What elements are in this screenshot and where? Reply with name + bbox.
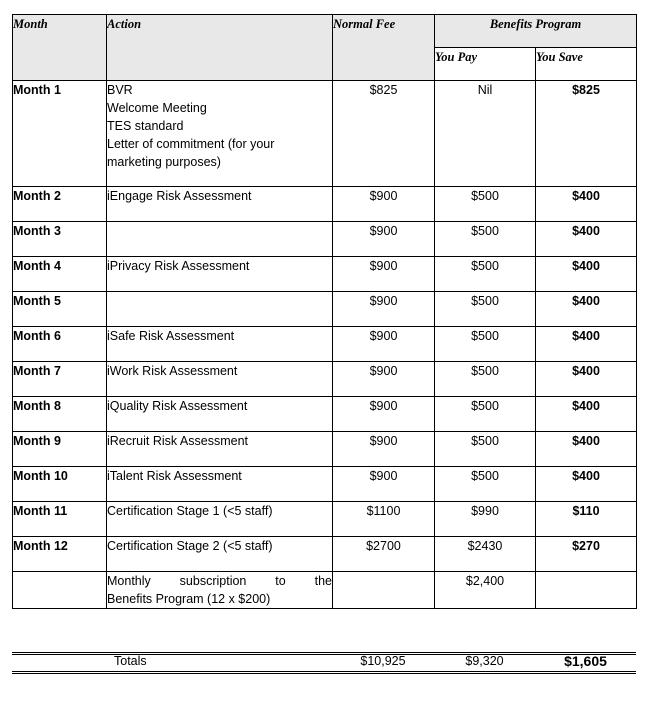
action-cell xyxy=(107,187,333,222)
month-cell: Month 9 xyxy=(13,432,107,467)
month-cell: Month 4 xyxy=(13,257,107,292)
action-line: iEngage Risk Assessment xyxy=(107,189,252,203)
header-month: Month xyxy=(13,15,107,81)
totals-label: Totals xyxy=(114,654,147,668)
action-line: Welcome Meeting xyxy=(107,101,207,115)
action-cell xyxy=(107,327,333,362)
action-cell xyxy=(107,222,333,257)
action-cell xyxy=(107,467,333,502)
normal-fee-cell: $825 xyxy=(333,81,435,187)
table-row xyxy=(13,327,637,362)
action-line: Letter of commitment (for your marketing purposes) xyxy=(107,137,275,169)
table-row xyxy=(13,292,637,327)
action-cell xyxy=(107,397,333,432)
you-save-cell: $825 xyxy=(536,81,637,187)
normal-fee-cell: $2700 xyxy=(333,537,435,572)
you-save-cell: $110 xyxy=(536,502,637,537)
action-line: Benefits Program (12 x $200) xyxy=(107,592,271,606)
you-pay-cell: Nil xyxy=(435,81,536,187)
fee-schedule-table xyxy=(12,14,637,609)
action-word: subscription xyxy=(179,574,247,588)
action-line: Certification Stage 2 (<5 staff) xyxy=(107,539,273,553)
action-word: the xyxy=(314,574,332,588)
you-pay-cell: $500 xyxy=(435,362,536,397)
you-save-cell: $400 xyxy=(536,467,637,502)
table-row xyxy=(13,222,637,257)
you-save-cell: $400 xyxy=(536,222,637,257)
action-cell xyxy=(107,81,333,187)
totals-bottom-rule-inner xyxy=(12,673,636,674)
table-row xyxy=(13,432,637,467)
you-save-cell: $400 xyxy=(536,292,637,327)
action-cell xyxy=(107,502,333,537)
table-row xyxy=(13,537,637,572)
you-pay-cell: $500 xyxy=(435,222,536,257)
you-save-cell: $400 xyxy=(536,187,637,222)
you-pay-cell: $500 xyxy=(435,397,536,432)
table-row xyxy=(13,467,637,502)
month-cell: Month 12 xyxy=(13,537,107,572)
action-line: iSafe Risk Assessment xyxy=(107,329,235,343)
month-cell: Month 10 xyxy=(13,467,107,502)
action-word: Monthly xyxy=(107,574,151,588)
table-row xyxy=(13,257,637,292)
header-action: Action xyxy=(107,15,333,81)
totals-row xyxy=(12,652,636,674)
you-pay-cell: $500 xyxy=(435,432,536,467)
normal-fee-cell: $900 xyxy=(333,327,435,362)
you-save-cell xyxy=(536,572,637,609)
subscription-row xyxy=(13,572,637,609)
month-cell: Month 1 xyxy=(13,81,107,187)
normal-fee-cell: $900 xyxy=(333,257,435,292)
you-save-cell: $400 xyxy=(536,327,637,362)
action-line: iTalent Risk Assessment xyxy=(107,469,242,483)
normal-fee-cell: $900 xyxy=(333,187,435,222)
table-row xyxy=(13,81,637,187)
you-save-cell: $270 xyxy=(536,537,637,572)
you-pay-cell: $500 xyxy=(435,467,536,502)
action-line xyxy=(107,572,332,590)
normal-fee-cell: $900 xyxy=(333,362,435,397)
you-pay-cell: $500 xyxy=(435,257,536,292)
you-save-cell: $400 xyxy=(536,362,637,397)
you-pay-cell: $2,400 xyxy=(435,572,536,609)
month-cell: Month 3 xyxy=(13,222,107,257)
you-pay-cell: $2430 xyxy=(435,537,536,572)
action-line: Certification Stage 1 (<5 staff) xyxy=(107,504,273,518)
you-save-cell: $400 xyxy=(536,257,637,292)
action-cell xyxy=(107,537,333,572)
month-cell: Month 6 xyxy=(13,327,107,362)
action-cell xyxy=(107,572,333,609)
action-line: iRecruit Risk Assessment xyxy=(107,434,249,448)
header-normal-fee: Normal Fee xyxy=(333,15,435,81)
action-cell xyxy=(107,257,333,292)
action-line: iQuality Risk Assessment xyxy=(107,399,248,413)
totals-you-pay: $9,320 xyxy=(465,654,504,668)
table-row xyxy=(13,187,637,222)
you-pay-cell: $990 xyxy=(435,502,536,537)
table-row xyxy=(13,362,637,397)
normal-fee-cell: $900 xyxy=(333,467,435,502)
month-cell: Month 2 xyxy=(13,187,107,222)
month-cell: Month 8 xyxy=(13,397,107,432)
normal-fee-cell: $1100 xyxy=(333,502,435,537)
action-line: BVR xyxy=(107,83,133,97)
fee-rows xyxy=(13,81,637,609)
you-save-cell: $400 xyxy=(536,432,637,467)
you-save-cell: $400 xyxy=(536,397,637,432)
action-line: iPrivacy Risk Assessment xyxy=(107,259,250,273)
table-row xyxy=(13,502,637,537)
totals-bottom-rule xyxy=(12,671,636,672)
action-cell xyxy=(107,432,333,467)
header-you-pay: You Pay xyxy=(435,48,536,81)
month-cell: Month 5 xyxy=(13,292,107,327)
normal-fee-cell: $900 xyxy=(333,222,435,257)
you-pay-cell: $500 xyxy=(435,327,536,362)
normal-fee-cell: $900 xyxy=(333,397,435,432)
totals-normal-fee: $10,925 xyxy=(360,654,406,668)
action-cell xyxy=(107,362,333,397)
table-row xyxy=(13,397,637,432)
month-cell: Month 7 xyxy=(13,362,107,397)
action-cell xyxy=(107,292,333,327)
action-word: to xyxy=(275,574,286,588)
normal-fee-cell: $900 xyxy=(333,432,435,467)
normal-fee-cell: $900 xyxy=(333,292,435,327)
header-benefits-program: Benefits Program xyxy=(435,15,637,48)
month-cell xyxy=(13,572,107,609)
action-line: TES standard xyxy=(107,119,184,133)
you-pay-cell: $500 xyxy=(435,292,536,327)
action-line: iWork Risk Assessment xyxy=(107,364,238,378)
header-you-save: You Save xyxy=(536,48,637,81)
totals-you-save: $1,605 xyxy=(564,653,607,669)
month-cell: Month 11 xyxy=(13,502,107,537)
normal-fee-cell xyxy=(333,572,435,609)
you-pay-cell: $500 xyxy=(435,187,536,222)
